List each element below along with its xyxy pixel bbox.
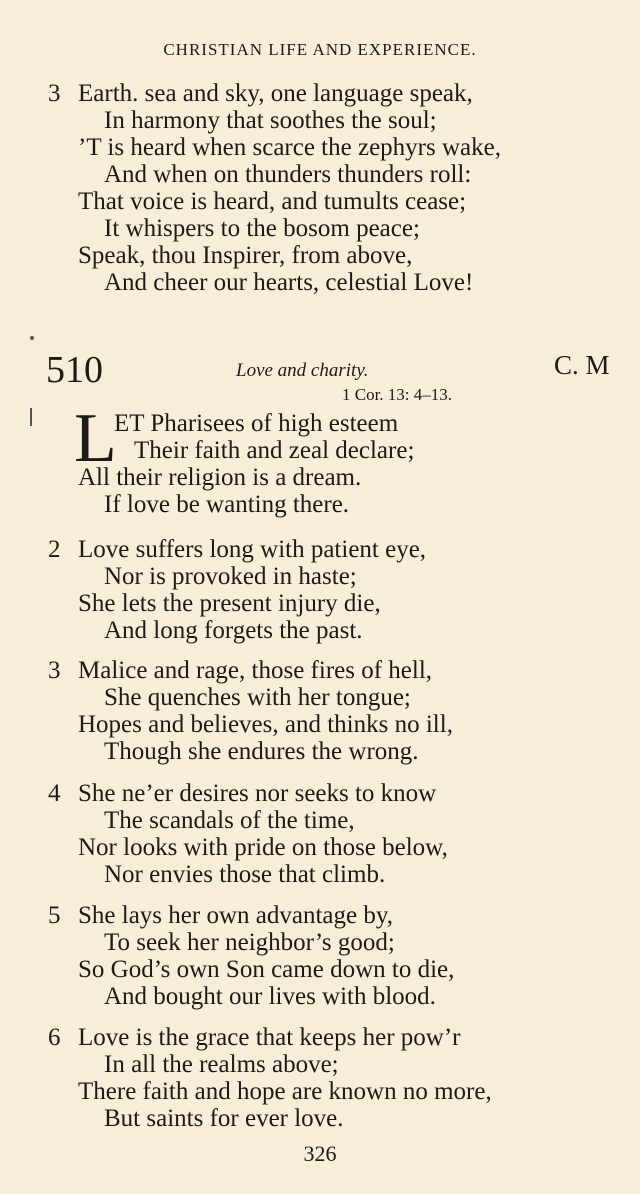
verse-line: Nor is provoked in haste; [104, 563, 357, 590]
verse-line: Nor looks with pride on those below, [78, 834, 448, 861]
stanza-number: 4 [48, 780, 61, 807]
verse-line: And when on thunders thunders roll: [104, 161, 472, 188]
verse-line: If love be wanting there. [104, 491, 350, 518]
verse-line: And long forgets the past. [104, 617, 363, 644]
verse-line: Their faith and zeal declare; [134, 437, 415, 464]
verse-line: In all the realms above; [104, 1051, 339, 1078]
verse-line: She lays her own advantage by, [78, 902, 393, 929]
verse-line: Though she endures the wrong. [104, 738, 419, 765]
verse-line: ’T is heard when scarce the zephyrs wake, [78, 134, 501, 161]
verse-line: That voice is heard, and tumults cease; [78, 188, 467, 215]
verse-line: The scandals of the time, [104, 807, 355, 834]
print-speck [30, 336, 34, 340]
verse-line: So God’s own Son came down to die, [78, 956, 455, 983]
verse-line: It whispers to the bosom peace; [104, 215, 420, 242]
verse-line: Nor envies those that climb. [104, 861, 386, 888]
verse-line: Speak, thou Inspirer, from above, [78, 242, 413, 269]
verse-line: She ne’er desires nor seeks to know [78, 780, 437, 807]
stanza-number: 5 [48, 902, 61, 929]
verse-line: And cheer our hearts, celestial Love! [104, 269, 474, 296]
stanza-number: 3 [48, 80, 61, 107]
hymn-number: 510 [46, 349, 103, 391]
page-number: 326 [303, 1141, 337, 1166]
print-speck [30, 408, 32, 426]
verse-line: Love is the grace that keeps her pow’r [78, 1024, 461, 1051]
verse-line: Malice and rage, those fires of hell, [78, 657, 433, 684]
verse-line: Earth. sea and sky, one language speak, [78, 80, 473, 107]
drop-cap: L [74, 400, 117, 477]
verse-line: There faith and hope are known no more, [78, 1078, 492, 1105]
stanza-number: 6 [48, 1024, 61, 1051]
verse-line: In harmony that soothes the soul; [104, 107, 437, 134]
verse-line: To seek her neighbor’s good; [104, 929, 395, 956]
hymn-meter: C. M [554, 350, 610, 380]
verse-line: She quenches with her tongue; [104, 684, 411, 711]
verse-line: But saints for ever love. [104, 1105, 344, 1132]
stanza-number: 2 [48, 536, 61, 563]
hymn-title: Love and charity. [236, 360, 369, 381]
verse-line: ET Pharisees of high esteem [114, 410, 399, 437]
verse-line: Hopes and believes, and thinks no ill, [78, 711, 453, 738]
running-head: CHRISTIAN LIFE AND EXPERIENCE. [163, 40, 477, 59]
verse-line: All their religion is a dream. [78, 464, 362, 491]
scripture-reference: 1 Cor. 13: 4–13. [342, 385, 453, 404]
stanza-number: 3 [48, 657, 61, 684]
verse-line: Love suffers long with patient eye, [78, 536, 427, 563]
verse-line: She lets the present injury die, [78, 590, 381, 617]
verse-line: And bought our lives with blood. [104, 983, 436, 1010]
